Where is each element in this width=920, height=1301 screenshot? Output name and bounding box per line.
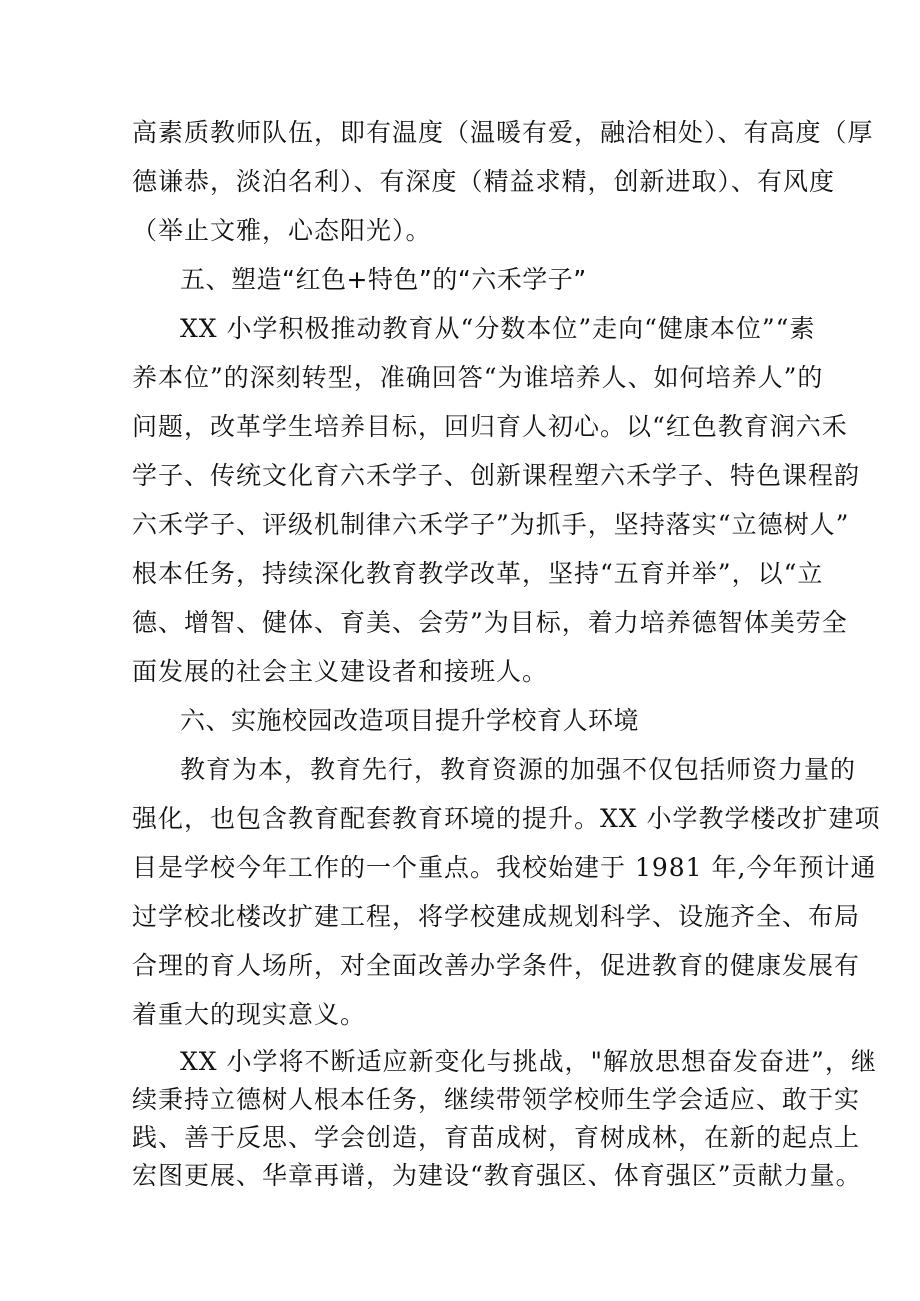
paragraph-line: 目是学校今年工作的一个重点。我校始建于 1981 年,今年预计通 bbox=[132, 853, 877, 882]
paragraph-line: 宏图更展、华章再谱，为建设“教育强区、体育强区”贡献力量。 bbox=[132, 1161, 862, 1190]
paragraph-line: 教育为本，教育先行，教育资源的加强不仅包括师资力量的 bbox=[180, 755, 857, 784]
paragraph-line: 德谦恭，淡泊名利）、有深度（精益求精，创新进取）、有风度 bbox=[132, 167, 836, 196]
paragraph-line: 根本任务，持续深化教育教学改革，坚持“五育并举”，以“立 bbox=[132, 559, 824, 588]
paragraph-line: 强化，也包含教育配套教育环境的提升。XX 小学教学楼改扩建项 bbox=[132, 804, 881, 833]
paragraph-line: 德、增智、健体、育美、会劳”为目标，着力培养德智体美劳全 bbox=[132, 608, 848, 637]
paragraph-line: 六禾学子、评级机制律六禾学子”为抓手，坚持落实“立德树人” bbox=[132, 510, 850, 539]
paragraph-line: XX 小学积极推动教育从“分数本位”走向“健康本位”“素 bbox=[180, 314, 816, 343]
paragraph-line: 践、善于反思、学会创造，育苗成树，育树成林，在新的起点上 bbox=[132, 1123, 861, 1152]
paragraph-line: 续秉持立德树人根本任务，继续带领学校师生学会适应、敢于实 bbox=[132, 1085, 861, 1114]
paragraph-line: （举止文雅，心态阳光）。 bbox=[132, 216, 432, 245]
paragraph-line: 面发展的社会主义建设者和接班人。 bbox=[132, 657, 549, 686]
paragraph-line: 合理的育人场所，对全面改善办学条件，促进教育的健康发展有 bbox=[132, 951, 861, 980]
section-5-heading: 五、塑造“红色+特色”的“六禾学子” bbox=[180, 265, 587, 294]
paragraph-line: 学子、传统文化育六禾学子、创新课程塑六禾学子、特色课程韵 bbox=[132, 461, 861, 490]
paragraph-line: 养本位”的深刻转型，准确回答“为谁培养人、如何培养人”的 bbox=[132, 363, 824, 392]
paragraph-line: 过学校北楼改扩建工程，将学校建成规划科学、设施齐全、布局 bbox=[132, 902, 861, 931]
paragraph-line: 着重大的现实意义。 bbox=[132, 1000, 367, 1029]
paragraph-line: 问题，改革学生培养目标，回归育人初心。以“红色教育润六禾 bbox=[132, 412, 848, 441]
paragraph-line: XX 小学将不断适应新变化与挑战，"解放思想奋发奋进”，继 bbox=[180, 1047, 877, 1076]
section-6-heading: 六、实施校园改造项目提升学校育人环境 bbox=[180, 706, 640, 735]
paragraph-line: 高素质教师队伍，即有温度（温暖有爱，融洽相处）、有高度（厚 bbox=[132, 118, 874, 147]
